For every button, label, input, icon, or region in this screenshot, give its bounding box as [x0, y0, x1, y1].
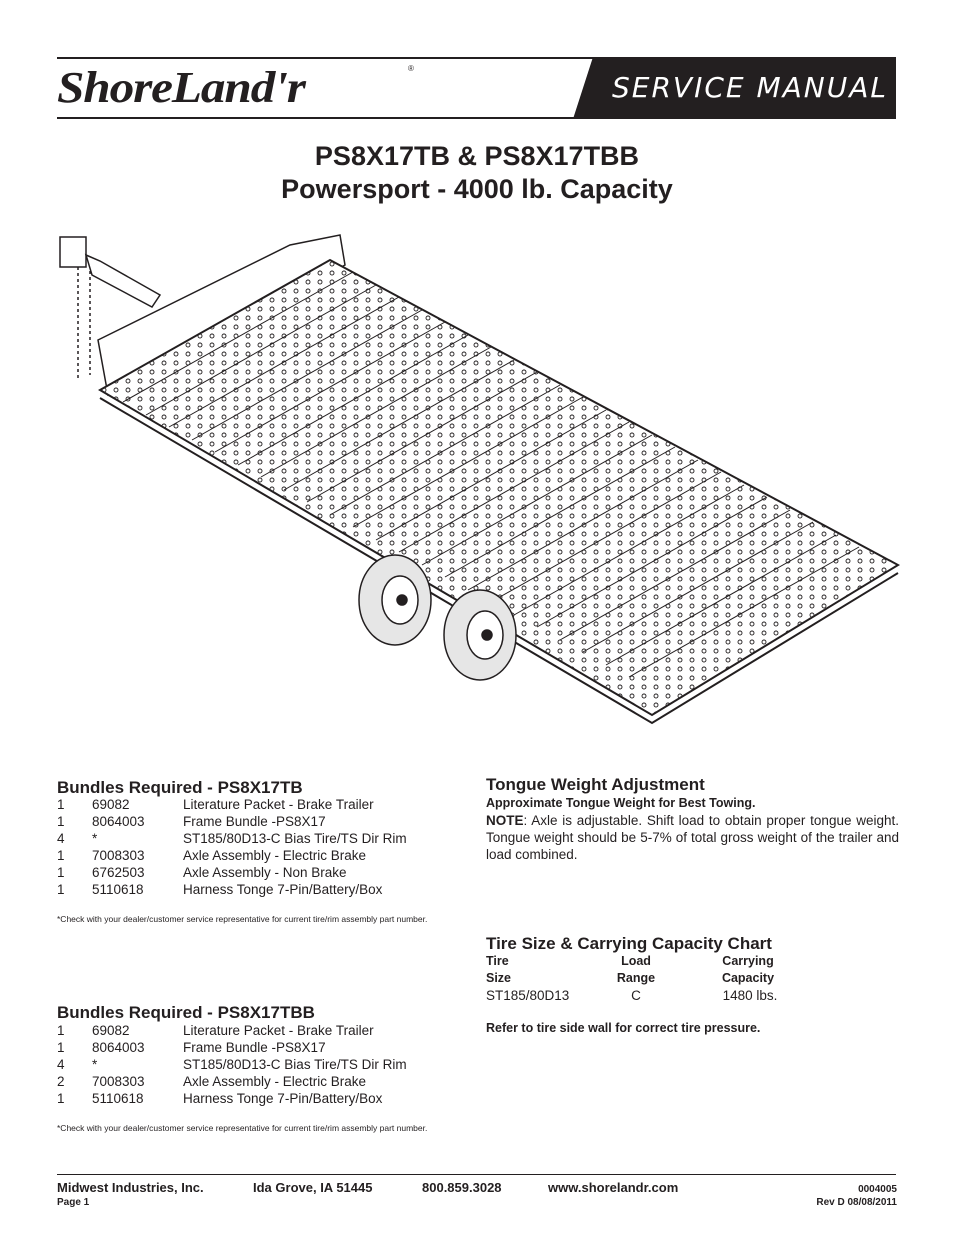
list-item: 2 7008303 Axle Assembly - Electric Brake [57, 1074, 367, 1089]
tire-size-header: Tire Size [486, 954, 512, 985]
shorelandr-logo [57, 62, 417, 114]
note-label: NOTE [486, 813, 524, 828]
tire-chart-heading: Tire Size & Carrying Capacity Chart [486, 934, 772, 953]
list-item: 1 8064003 Frame Bundle -PS8X17 [57, 1040, 326, 1055]
list-item: 1 5110618 Harness Tonge 7-Pin/Battery/Box [57, 1091, 383, 1106]
footer-city: Ida Grove, IA 51445 [253, 1180, 373, 1195]
model-title: PS8X17TB & PS8X17TBB [314, 141, 640, 171]
footer-revision: Rev D 08/08/2011 [816, 1197, 897, 1208]
registered-mark: ® [408, 64, 414, 73]
bundles-tbb-heading: Bundles Required - PS8X17TBB [57, 1003, 315, 1022]
list-item: 1 6762503 Axle Assembly - Non Brake [57, 865, 347, 880]
tongue-weight-heading: Tongue Weight Adjustment [486, 775, 705, 794]
footer-doc-number: 0004005 [858, 1184, 897, 1195]
banner-label: SERVICE MANUAL [612, 71, 888, 104]
list-item: 1 7008303 Axle Assembly - Electric Brake [57, 848, 367, 863]
list-item: 1 69082 Literature Packet - Brake Trailer [57, 1023, 374, 1038]
bundles-tb-footnote: *Check with your dealer/customer service representative for current tire/rim assembly part number. [57, 914, 428, 924]
carrying-capacity-header: Carrying Capacity [721, 954, 775, 985]
load-range-header: Load Range [616, 954, 656, 985]
tire-size-value: ST185/80D13 [486, 988, 570, 1003]
note-text: : Axle is adjustable. Shift load to obtain proper tongue weight. Tongue weight should be 5-7% of total gross weight of the trailer and load combined. [486, 813, 899, 862]
header-bottom-rule [57, 117, 896, 119]
trailer-illustration [40, 215, 910, 755]
bundles-tb-heading: Bundles Required - PS8X17TB [57, 778, 303, 797]
footer-page-number: Page 1 [57, 1197, 90, 1208]
tongue-weight-note [486, 812, 899, 863]
bundles-tbb-footnote: *Check with your dealer/customer service representative for current tire/rim assembly part number. [57, 1123, 428, 1133]
list-item: 1 8064003 Frame Bundle -PS8X17 [57, 814, 326, 829]
list-item: 1 5110618 Harness Tonge 7-Pin/Battery/Box [57, 882, 383, 897]
capacity-title: Powersport - 4000 lb. Capacity [281, 174, 673, 204]
load-range-value: C [631, 988, 641, 1003]
list-item: 1 69082 Literature Packet - Brake Trailer [57, 797, 374, 812]
tongue-weight-subheading: Approximate Tongue Weight for Best Towing. [486, 796, 756, 810]
footer-website[interactable]: www.shorelandr.com [548, 1180, 679, 1195]
footer-rule [57, 1174, 896, 1175]
footer-phone: 800.859.3028 [422, 1180, 502, 1195]
carrying-capacity-value: 1480 lbs. [722, 988, 778, 1003]
list-item: 4 * ST185/80D13-C Bias Tire/TS Dir Rim [57, 1057, 407, 1072]
brand-name: ShoreLand'r [57, 63, 305, 112]
footer-company: Midwest Industries, Inc. [57, 1180, 204, 1195]
list-item: 4 * ST185/80D13-C Bias Tire/TS Dir Rim [57, 831, 407, 846]
tire-pressure-note: Refer to tire side wall for correct tire pressure. [486, 1021, 761, 1035]
